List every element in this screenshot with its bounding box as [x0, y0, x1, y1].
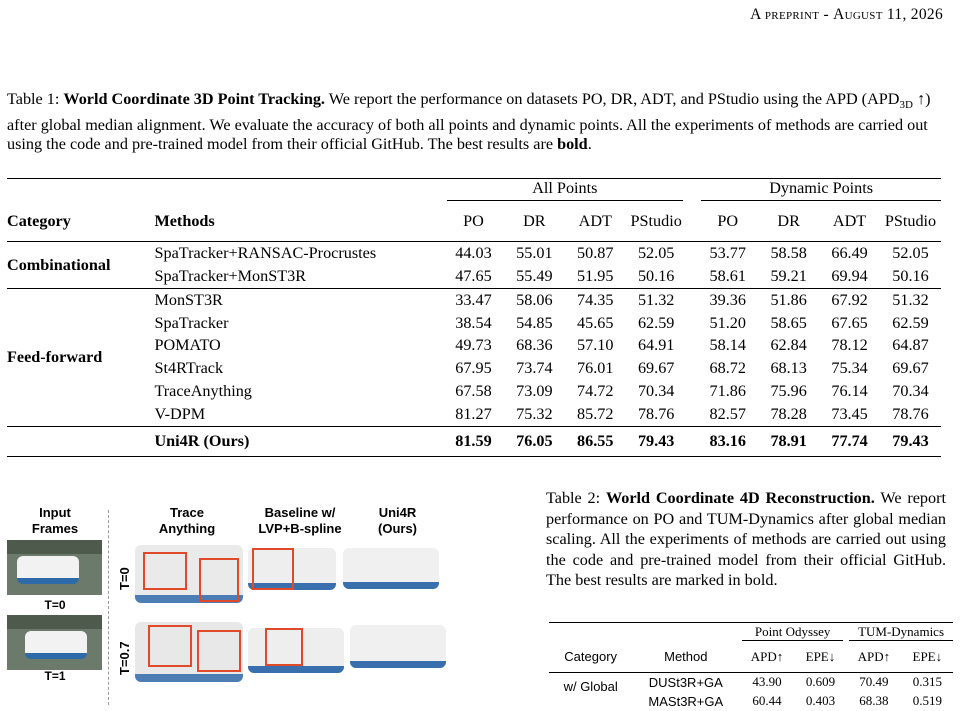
table1-caption-line1: We report the performance on datasets PO, DR, ADT, and PStudio [328, 90, 760, 108]
t2-cell: 0.519 [912, 693, 942, 708]
col-header: ADT [578, 212, 612, 231]
t2-cell: 60.44 [752, 693, 782, 708]
col-header: PStudio [630, 212, 682, 231]
highlight-box [199, 558, 239, 602]
table1-caption-line3: points. All the experiments of methods are carried out using the code and pre-trained model from their official GitHub. [7, 115, 928, 154]
cat-feedforward: Feed-forward [7, 288, 154, 426]
method-name: St4RTrack [154, 359, 224, 378]
t2-cell: 43.90 [752, 674, 782, 689]
table1-cell: 76.05 [504, 426, 565, 456]
table1-cell: 57.10 [577, 336, 614, 355]
table1-caption-sub: 3D [899, 99, 913, 112]
method-name: TraceAnything [154, 381, 252, 400]
highlight-box [148, 625, 192, 667]
table1-cell: 64.91 [637, 336, 675, 355]
table1-cell: 74.72 [577, 381, 614, 400]
col-header: DR [523, 212, 546, 231]
header-prefix: A preprint [750, 6, 820, 23]
table1-cell: 62.59 [637, 313, 675, 332]
t2-col-method: Method [664, 649, 708, 665]
col-header: PStudio [884, 212, 937, 231]
table1-cell: 50.16 [892, 266, 929, 285]
table1-cell: 78.12 [831, 336, 868, 355]
header-date: August 11, 2026 [833, 6, 943, 23]
highlight-box [143, 552, 187, 590]
table1-cell: 68.72 [709, 359, 746, 378]
table1-cell: 53.77 [697, 242, 758, 265]
table1-cell: 78.28 [770, 404, 807, 423]
t2-col-header: APD↑ [857, 648, 891, 664]
table1-cell: 75.96 [770, 381, 807, 400]
table1-cell: 51.20 [709, 313, 746, 332]
figure-bus-comparison [5, 500, 535, 710]
table2-row [549, 672, 953, 692]
table1-cell: 58.61 [709, 266, 746, 285]
table1-cell: 73.09 [516, 381, 553, 400]
table1-cell: 74.35 [565, 288, 626, 311]
header-separator: - [823, 6, 834, 23]
table1-caption-line4a: The best results are [427, 135, 558, 154]
col-methods: Methods [154, 212, 215, 231]
table1-cell: 76.14 [831, 381, 868, 400]
uni4r-bus-t0 [343, 548, 439, 589]
method-name: SpaTracker+MonST3R [154, 266, 306, 285]
table1-cell: 75.32 [516, 404, 553, 423]
table1-cell: 64.87 [892, 336, 929, 355]
table1-caption [7, 90, 947, 155]
table1-cell: 76.01 [577, 359, 614, 378]
col-header: PO [463, 212, 484, 231]
table1-cell: 33.47 [443, 288, 504, 311]
label-baseline: Baseline w/ LVP+B-spline [258, 505, 342, 536]
table1-cell: 78.76 [892, 404, 929, 423]
t2-cell: 0.315 [912, 674, 942, 689]
cat-combinational: Combinational [7, 242, 154, 289]
t2-cat-global: w/ Global [563, 678, 618, 694]
table1-cell: 44.03 [443, 242, 504, 265]
table1-cell: 73.45 [831, 404, 868, 423]
table1-cell: 54.85 [516, 313, 553, 332]
table1-cell: 67.65 [831, 313, 868, 332]
table1-cell: 58.06 [504, 288, 565, 311]
col-header: DR [777, 212, 800, 231]
table1-cell: 59.21 [770, 266, 807, 285]
table1-cell: 45.65 [577, 313, 614, 332]
t2-col-category: Category [564, 649, 618, 665]
table1-cell: 38.54 [455, 313, 492, 332]
table1-cell: 78.76 [637, 404, 675, 423]
highlight-box [265, 628, 303, 666]
table1-cell: 58.14 [709, 336, 746, 355]
table1-caption-end: . [587, 135, 592, 154]
t2-method: MASt3R+GA [648, 693, 724, 709]
t2-cell: 0.609 [805, 674, 836, 689]
table1-cell: 83.16 [697, 426, 758, 456]
label-t07-vertical: T=0.7 [117, 641, 132, 675]
table1-caption-line2b: ↑) after global median alignment. We evaluate the accuracy of both all points and dynamic [7, 90, 931, 134]
table1-row [7, 288, 941, 311]
input-frame-t0 [7, 540, 102, 595]
table1-cell: 68.13 [770, 359, 807, 378]
table1-cell: 51.95 [577, 266, 614, 285]
table1-cell: 75.34 [831, 359, 868, 378]
table1-cell: 47.65 [455, 266, 492, 285]
table2-header-row [549, 642, 953, 672]
method-name: Uni4R (Ours) [154, 426, 443, 456]
table2 [549, 622, 953, 711]
table1-cell: 58.58 [758, 242, 819, 265]
t2-method: DUSt3R+GA [648, 674, 723, 690]
t2-col-header: EPE↓ [912, 648, 943, 664]
table1-cell: 58.65 [770, 313, 807, 332]
t2-cell: 68.38 [859, 693, 889, 708]
table1-cell: 51.86 [758, 288, 819, 311]
table1-cell: 51.32 [626, 288, 687, 311]
table1-caption-bold: bold [557, 135, 588, 154]
table1-cell: 81.27 [455, 404, 492, 423]
figure-divider [108, 510, 109, 705]
t2-cell: 0.403 [805, 693, 836, 708]
table1-cell: 67.95 [455, 359, 492, 378]
table1-cell: 50.87 [565, 242, 626, 265]
table1-cell: 69.94 [831, 266, 868, 285]
table1-header-row [7, 202, 941, 242]
method-name: SpaTracker+RANSAC-Procrustes [154, 242, 443, 265]
table1-row [7, 426, 941, 456]
table1-cell: 51.32 [880, 288, 941, 311]
table2-group-row [549, 623, 953, 643]
table1-cell: 55.49 [516, 266, 553, 285]
table1-caption-label: Table 1: [7, 90, 60, 108]
table1-cell: 79.43 [626, 426, 687, 456]
table1-cell: 81.59 [443, 426, 504, 456]
label-input-frames: Input Frames [31, 505, 79, 536]
table1-cell: 70.34 [637, 381, 675, 400]
col-category: Category [7, 212, 71, 231]
table1-cell: 50.16 [637, 266, 675, 285]
table1-cell: 62.59 [892, 313, 929, 332]
table1-row [7, 242, 941, 265]
label-uni4r: Uni4R (Ours) [378, 505, 417, 536]
table1-cell: 78.91 [758, 426, 819, 456]
group-tum-dynamics: TUM-Dynamics [849, 624, 953, 641]
highlight-box [197, 630, 241, 672]
group-all-points: All Points [447, 179, 683, 201]
table1-cell: 79.43 [880, 426, 941, 456]
table1-cell: 67.58 [455, 381, 492, 400]
table2-caption [546, 488, 946, 591]
group-dynamic-points: Dynamic Points [701, 179, 941, 201]
table1-cell: 68.36 [516, 336, 553, 355]
table2-caption-label: Table 2: [546, 489, 601, 507]
t2-cell: 70.49 [859, 674, 889, 689]
table1-cell: 55.01 [504, 242, 565, 265]
table2-caption-body: We report performance on PO and TUM-Dynamics after global median scaling. All the experiments of methods are carried out using the code and pre-trained model from their official GitHub. The best results are marked in bold. [546, 489, 946, 589]
highlight-box [252, 548, 294, 590]
table1-cell: 77.74 [819, 426, 880, 456]
label-t1: T=1 [44, 669, 66, 683]
method-name: V-DPM [154, 404, 206, 423]
method-name: POMATO [154, 336, 221, 355]
table1-cell: 69.67 [637, 359, 675, 378]
table1-cell: 86.55 [565, 426, 626, 456]
label-t0: T=0 [44, 598, 66, 612]
table1-cell: 82.57 [709, 404, 746, 423]
label-trace-anything: Trace Anything [158, 505, 216, 536]
table1-cell: 62.84 [770, 336, 807, 355]
col-header: ADT [832, 212, 867, 231]
table1-cell: 52.05 [880, 242, 941, 265]
table1-caption-title: World Coordinate 3D Point Tracking. [63, 90, 325, 108]
method-name: SpaTracker [154, 313, 229, 332]
table1-group-row [7, 179, 941, 202]
group-point-odyssey: Point Odyssey [742, 624, 843, 641]
table1-caption-line2a: using the APD (APD [763, 90, 900, 108]
table1-cell: 71.86 [709, 381, 746, 400]
table1-cell: 52.05 [626, 242, 687, 265]
table1-cell: 70.34 [892, 381, 929, 400]
table1-cell: 85.72 [577, 404, 614, 423]
method-name: MonST3R [154, 288, 443, 311]
uni4r-bus-t07 [350, 625, 446, 668]
col-header: PO [717, 212, 739, 231]
table1-cell: 69.67 [892, 359, 929, 378]
table1-cell: 39.36 [697, 288, 758, 311]
t2-col-header: EPE↓ [805, 648, 836, 664]
table2-caption-title: World Coordinate 4D Reconstruction. [605, 489, 875, 507]
input-frame-t1 [7, 615, 102, 670]
label-t0-vertical: T=0 [117, 567, 132, 590]
table1-cell: 67.92 [819, 288, 880, 311]
table1-cell: 49.73 [455, 336, 492, 355]
table1 [7, 178, 941, 457]
table1-cell: 73.74 [516, 359, 553, 378]
page-header [750, 6, 943, 24]
table1-cell: 66.49 [819, 242, 880, 265]
t2-col-header: APD↑ [750, 648, 784, 664]
